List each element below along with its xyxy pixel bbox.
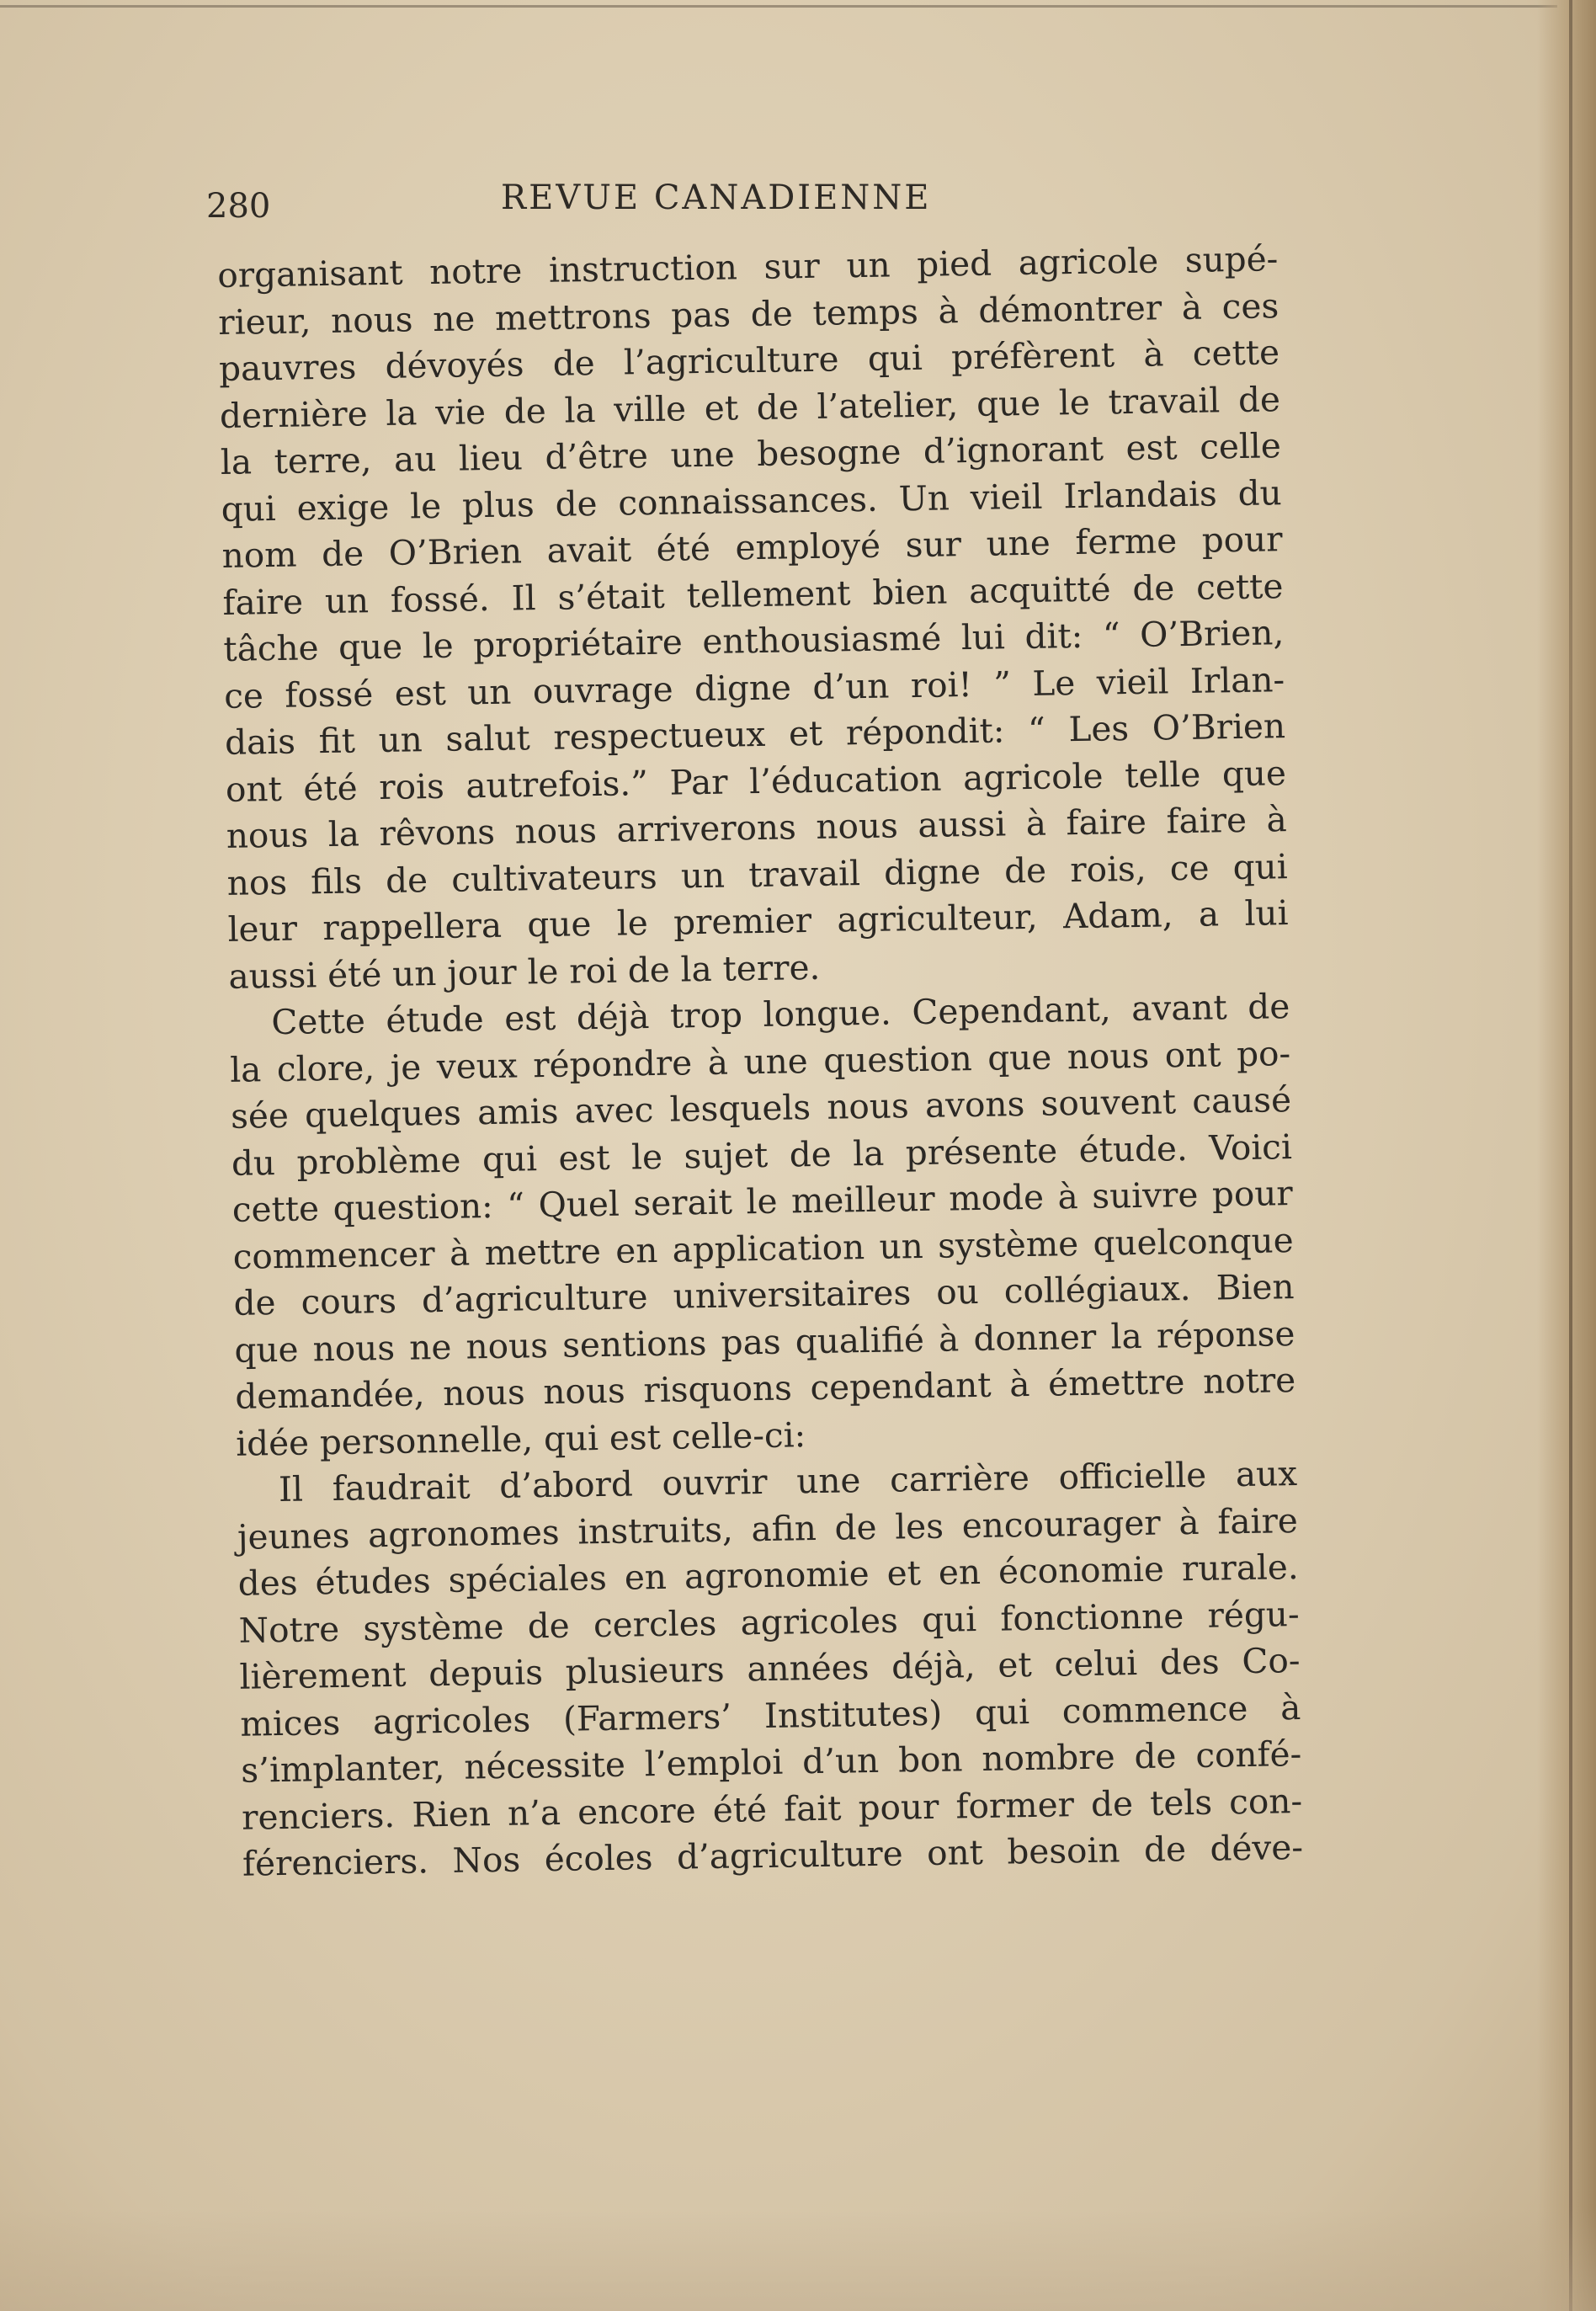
running-title: REVUE CANADIENNE [501, 178, 932, 217]
page-header [206, 178, 964, 229]
bottom-shade [0, 2210, 1596, 2311]
text-line: qui exige le plus de connaissances. Un vieil Irlandais du [221, 471, 1283, 530]
text-line: dais fit un salut respectueux et répondit: “ Les O’Brien [224, 706, 1286, 763]
text-line: lièrement depuis plusieurs années déjà, et celui des Co- [239, 1640, 1301, 1697]
text-line: de cours d’agriculture universitaires ou collégiaux. Bien [233, 1266, 1295, 1323]
text-line: cette question: “ Quel serait le meilleur mode à suivre pour [231, 1173, 1294, 1230]
text-line: rieur, nous ne mettrons pas de temps à démontrer à ces [217, 285, 1279, 343]
binding-edge [1569, 0, 1572, 2311]
text-line: renciers. Rien n’a encore été fait pour former de tels con- [241, 1780, 1303, 1838]
text-line: la terre, au lieu d’être une besogne d’ignorant est celle [220, 425, 1282, 482]
text-line: tâche que le propriétaire enthousiasmé lui dit: “ O’Brien, [223, 612, 1285, 669]
text-line: Cette étude est déjà trop longue. Cependant, avant de [270, 986, 1290, 1043]
text-line: leur rappellera que le premier agriculteur, Adam, a lui [227, 892, 1289, 950]
text-line: ont été rois autrefois.” Par l’éducation agricole telle que [225, 752, 1287, 810]
body-text [217, 236, 1303, 1888]
page-number: 280 [206, 187, 271, 226]
text-line: aussi été un jour le roi de la terre. [228, 946, 821, 997]
text-line: demandée, nous nous risquons cependant à émettre notre [234, 1360, 1296, 1417]
top-edge-line [0, 5, 1557, 8]
text-line: s’implanter, nécessite l’emploi d’un bon nombre de confé- [240, 1733, 1302, 1791]
text-line: Il faudrait d’abord ouvrir une carrière officielle aux [278, 1453, 1298, 1510]
text-line: nous la rêvons nous arriverons nous aussi à faire faire à [226, 799, 1288, 856]
text-line: la clore, je veux répondre à une question que nous ont po- [229, 1032, 1291, 1090]
text-line: nom de O’Brien avait été employé sur une ferme pour [221, 519, 1283, 576]
text-line: du problème qui est le sujet de la présente étude. Voici [231, 1126, 1293, 1184]
text-line: férenciers. Nos écoles d’agriculture ont besoin de déve- [242, 1826, 1304, 1884]
text-line: faire un fossé. Il s’était tellement bien acquitté de cette [222, 565, 1284, 623]
text-line: que nous ne nous sentions pas qualifié à donner la réponse [234, 1313, 1295, 1371]
text-line: Notre système de cercles agricoles qui fonctionne régu- [238, 1593, 1300, 1651]
text-line: pauvres dévoyés de l’agriculture qui préfèrent à cette [218, 332, 1280, 389]
text-line: des études spéciales en agronomie et en économie rurale. [237, 1547, 1300, 1604]
text-line: jeunes agronomes instruits, afin de les encourager à faire [237, 1499, 1299, 1558]
text-line: ce fossé est un ouvrage digne d’un roi! ” Le vieil Irlan- [223, 658, 1285, 716]
text-line: organisant notre instruction sur un pied agricole supé- [217, 238, 1279, 296]
text-line: dernière la vie de la ville et de l’atelier, que le travail de [219, 378, 1281, 436]
page-edge-shadow [1537, 0, 1596, 2311]
text-line: nos fils de cultivateurs un travail digne de rois, ce qui [226, 845, 1288, 903]
text-line: idée personnelle, qui est celle-ci: [235, 1414, 806, 1464]
text-line: commencer à mettre en application un système quelconque [232, 1219, 1294, 1277]
text-line: sée quelques amis avec lesquels nous avons souvent causé [230, 1079, 1292, 1137]
text-line: mices agricoles (Farmers’ Institutes) qui commence à [240, 1686, 1301, 1744]
